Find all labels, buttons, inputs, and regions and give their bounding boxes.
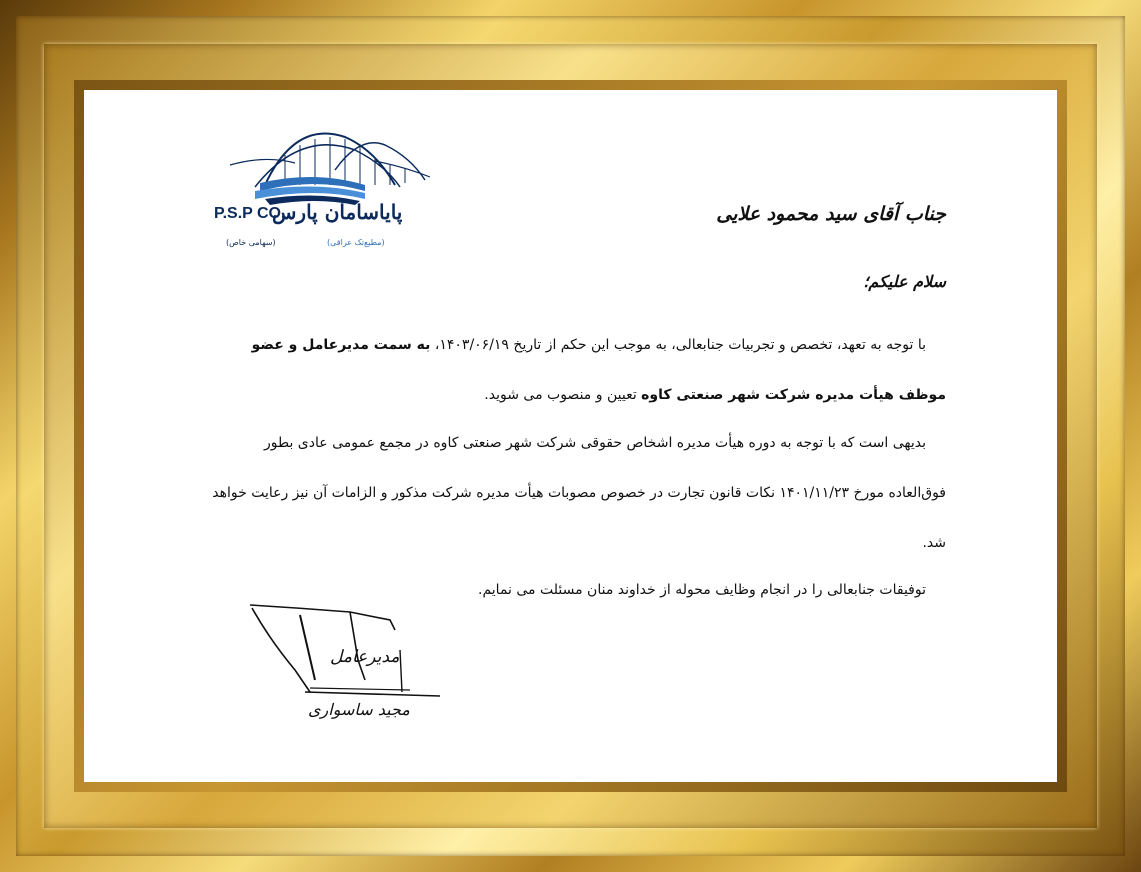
bridge-logo-icon: [225, 125, 435, 255]
greeting: سلام علیکم؛: [863, 272, 946, 291]
closing-text: توفیقات جنابعالی را در انجام وظایف محوله از خداوند منان مسئلت می نمایم.: [478, 582, 926, 598]
signer-name: مجید ساسواری: [308, 700, 410, 719]
logo-subtitle-left: (سهامی خاص): [226, 238, 276, 247]
board-note-text: بدیهی است که با توجه به دوره هیأت مدیره اشخاص حقوقی شرکت شهر صنعتی کاوه در مجمع عمومی عادی بطور فوق‌العاده مورخ ۱۴۰۱/۱۱/۲۳ نکات قانون تجارت در خصوص مصوبات هیأت مدیره شرکت مذکور و الزامات آن نیز رعایت خواهد شد.: [212, 435, 946, 551]
logo-name-fa: پایاسامان پارس: [272, 200, 403, 224]
paragraph-appointment: [206, 320, 946, 420]
logo-subtitle-right: (مطیع‌تک عراقی): [327, 238, 385, 247]
paragraph-board-note: [206, 418, 946, 568]
signer-title: مدیرعامل: [330, 647, 400, 667]
appointment-text: با توجه به تعهد، تخصص و تجربیات جنابعالی، به موجب این حکم از تاریخ ۱۴۰۳/۰۶/۱۹،: [430, 337, 926, 353]
recipient-line: جناب آقای سید محمود علایی: [716, 203, 946, 225]
appointment-position: به سمت مدیرعامل و عضو موظف هیأت مدیره شرکت شهر صنعتی کاوه: [251, 337, 946, 403]
logo-name-en: P.S.P CO.: [214, 205, 286, 222]
appointment-end: تعیین و منصوب می شوید.: [484, 387, 642, 403]
handwritten-signature-icon: [240, 600, 450, 740]
